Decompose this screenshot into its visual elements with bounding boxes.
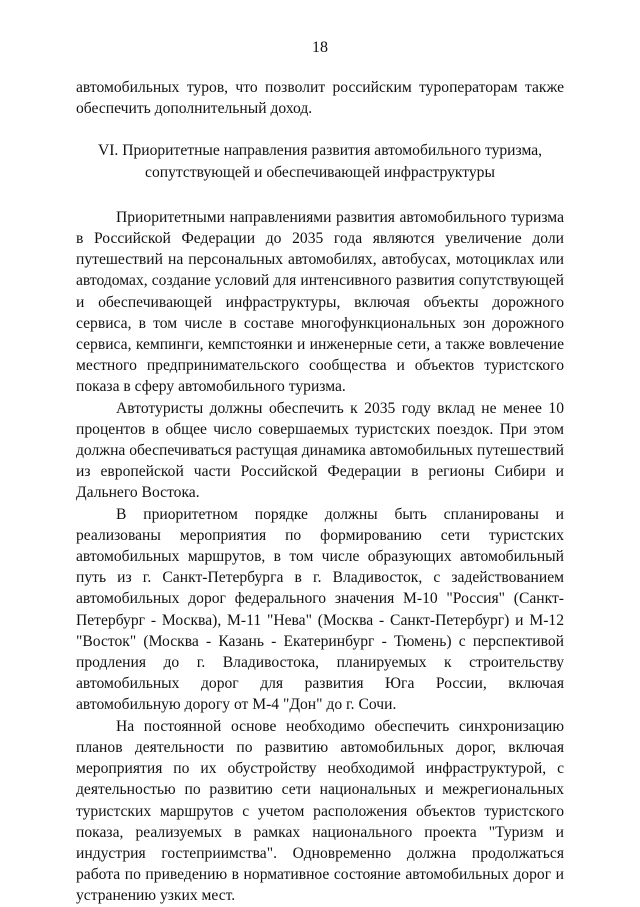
section-heading [76, 140, 564, 182]
section-heading-line-1: VI. Приоритетные направления развития автомобильного туризма, [97, 142, 543, 160]
document-body [76, 77, 564, 907]
paragraph-synchronization: На постоянной основе необходимо обеспечить синхронизацию планов деятельности по развитию автомобильных дорог, включая мероприятия по их обустройству необходимой инфраструктурой, с деятельностью по развитию сети национальных и межрегиональных туристских маршрутов с учетом расположения объектов туристского показа, реализуемых в рамках национального проекта "Туризм и индустрия гостеприимства". Одновременно должна продолжаться работа по приведению в нормативное состояние автомобильных дорог и устранению узких мест. [76, 717, 564, 905]
paragraph-routes: В приоритетном порядке должны быть спланированы и реализованы мероприятия по формированию сети туристских автомобильных маршрутов, в том числе образующих автомобильный путь из г. Санкт-Петербурга в г. Владивосток, с задействованием автомобильных дорог федерального значения М-10 "Россия" (Санкт-Петербург - Москва), М-11 "Нева" (Москва - Санкт-Петербург) и М-12 "Восток" (Москва - Казань - Екатеринбург - Тюмень) с перспективой продления до г. Владивостока, планируемых к строительству автомобильных дорог для развития Юга России, включая автомобильную дорогу от М-4 "Дон" до г. Сочи. [76, 505, 564, 714]
carryover-paragraph: автомобильных туров, что позволит российским туроператорам также обеспечить дополнительный доход. [76, 79, 564, 118]
paragraph-priorities: Приоритетными направлениями развития автомобильного туризма в Российской Федерации до 2035 года являются увеличение доли путешествий на персональных автомобилях, автобусах, мотоциклах или автодомах, создание условий для интенсивного развития сопутствующей и обеспечивающей инфраструктуры, включая объекты дорожного сервиса, в том числе в составе многофункциональных зон дорожного сервиса, кемпинги, кемпстоянки и инженерные сети, а также вовлечение местного предпринимательского сообщества и объектов туристского показа в сферу автомобильного туризма. [76, 208, 564, 396]
section-heading-line-2: сопутствующей и обеспечивающей инфраструктуры [145, 163, 495, 181]
paragraph-autotourists: Автотуристы должны обеспечить к 2035 году вклад не менее 10 процентов в общее число совершаемых туристских поездок. При этом должна обеспечиваться растущая динамика автомобильных путешествий из европейской части Российской Федерации в регионы Сибири и Дальнего Востока. [76, 399, 564, 502]
page-number: 18 [312, 39, 328, 56]
